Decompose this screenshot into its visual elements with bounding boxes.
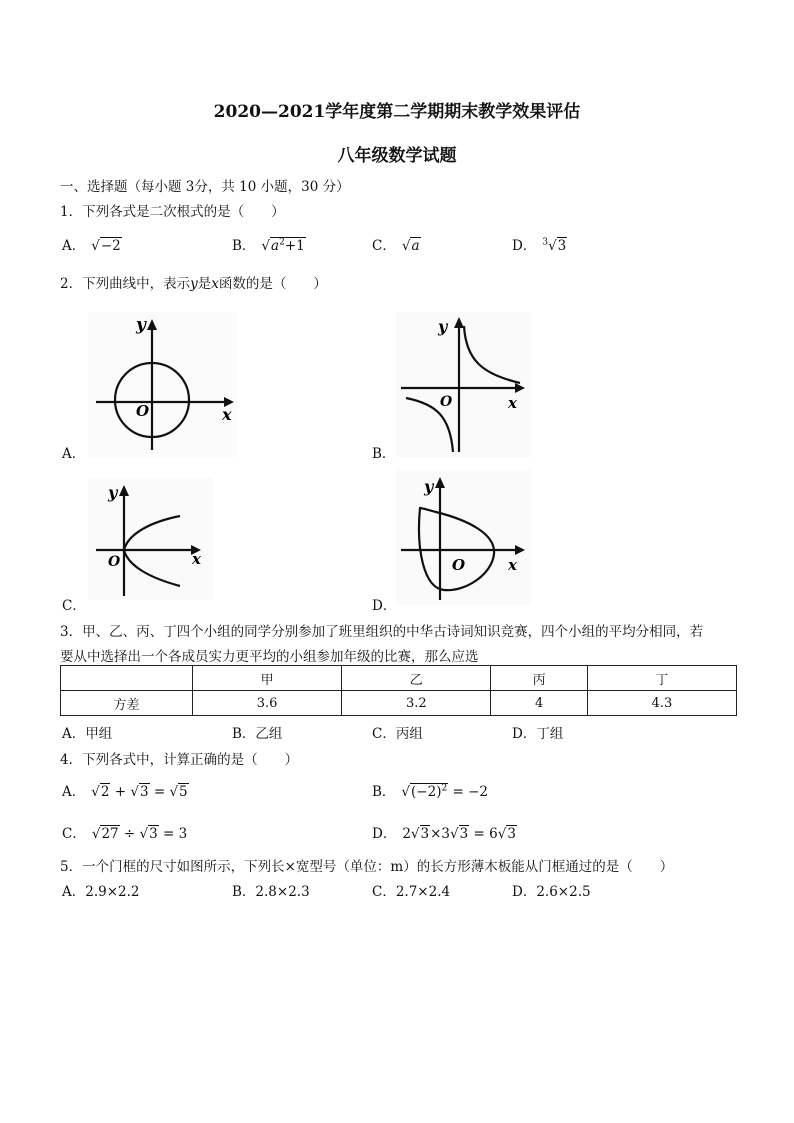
q1-option-c[interactable] — [372, 234, 421, 254]
table-cell: 4 — [491, 691, 587, 716]
q2-d-origin-label: O — [452, 556, 466, 574]
table-header-cell — [61, 666, 193, 691]
q2-graph-d — [396, 470, 531, 605]
q1-option-d-expr: $^3$√3 — [542, 237, 567, 254]
table-row-label: 方差 — [61, 691, 193, 716]
q4-option-a-label: A． — [62, 784, 86, 800]
q4-option-c-expr: √27 ÷ √3 = 3 — [91, 826, 188, 842]
q2-stem-pre: 2．下列曲线中，表示 — [60, 276, 191, 292]
q2-option-c[interactable]: C． — [62, 598, 86, 614]
table-cell: 3.2 — [342, 691, 491, 716]
q3-option-d[interactable]: D．丁组 — [512, 726, 564, 742]
q2-b-origin-label: O — [440, 394, 453, 410]
q1-option-a-expr: √−2 — [91, 238, 121, 254]
q2-c-y-label: y — [108, 483, 118, 502]
table-header-cell: 丙 — [491, 666, 587, 691]
q1-option-c-expr: √a — [401, 238, 420, 254]
table-cell: 3.6 — [193, 691, 342, 716]
q3-option-a[interactable]: A．甲组 — [62, 726, 113, 742]
section-heading: 一、选择题（每小题 3分，共 10 小题，30 分） — [60, 179, 350, 195]
q4-option-a-expr: √2 + √3 = √5 — [91, 784, 188, 800]
q5-option-a[interactable]: A．2.9×2.2 — [62, 884, 140, 900]
q3-stem-line2: 要从中选择出一个各成员实力更平均的小组参加年级的比赛，那么应选 — [60, 649, 479, 665]
q2-graph-c — [88, 478, 213, 600]
q1-option-d[interactable] — [512, 234, 567, 254]
q2-stem-post: 函数的是（ ） — [218, 276, 327, 292]
q2-d-y-label: y — [424, 477, 434, 496]
q2-stem-y: y — [190, 276, 198, 292]
q2-c-x-label: x — [192, 550, 201, 568]
q4-stem: 4．下列各式中，计算正确的是（ ） — [60, 752, 299, 768]
q1-stem: 1．下列各式是二次根式的是（ ） — [60, 204, 285, 220]
q5-option-c[interactable]: C．2.7×2.4 — [372, 884, 451, 900]
q2-option-d[interactable]: D． — [372, 598, 397, 614]
q4-option-d-expr: 2√3×3√3 = 6√3 — [402, 826, 516, 842]
q2-b-y-label: y — [438, 317, 448, 336]
q4-option-c[interactable] — [62, 822, 187, 842]
q4-option-b-label: B． — [372, 784, 396, 800]
q1-option-b-expr: $√a^2+1$ — [261, 237, 305, 254]
q2-option-b[interactable]: B． — [372, 446, 396, 462]
q3-option-c[interactable]: C．丙组 — [372, 726, 423, 742]
page-title: 2020—2021学年度第二学期期末教学效果评估 — [213, 102, 581, 122]
q3-stem-line1: 3．甲、乙、丙、丁四个小组的同学分别参加了班里组织的中华古诗词知识竞赛，四个小组的平均分相同，若 — [60, 624, 704, 640]
table-header-cell: 乙 — [342, 666, 491, 691]
q2-option-a[interactable]: A． — [62, 446, 86, 462]
q5-option-d[interactable]: D．2.6×2.5 — [512, 884, 591, 900]
table-cell: 4.3 — [587, 691, 736, 716]
q5-option-b[interactable]: B．2.8×2.3 — [232, 884, 310, 900]
q4-option-b-expr: $√(-2)^2 = -2$ — [401, 783, 488, 800]
q2-graph-b — [396, 312, 531, 457]
q2-stem-x: x — [211, 276, 219, 292]
q4-option-c-label: C． — [62, 826, 86, 842]
table-header-row — [61, 666, 737, 691]
q1-option-b[interactable] — [232, 234, 306, 254]
q3-option-b[interactable]: B．乙组 — [232, 726, 283, 742]
q1-option-d-label: D． — [512, 238, 537, 254]
q2-graph-a — [88, 312, 238, 457]
table-row — [61, 691, 737, 716]
q1-option-a-label: A． — [62, 238, 86, 254]
table-header-cell: 丁 — [587, 666, 736, 691]
q2-a-y-label: y — [136, 315, 146, 335]
q2-stem — [60, 272, 327, 292]
q1-option-b-label: B． — [232, 238, 256, 254]
variance-table — [60, 665, 737, 716]
q5-stem: 5．一个门框的尺寸如图所示，下列长×宽型号（单位：m）的长方形薄木板能从门框通过的是（ ） — [60, 859, 674, 875]
q4-option-d-label: D． — [372, 826, 397, 842]
table-header-cell: 甲 — [193, 666, 342, 691]
q1-option-c-label: C． — [372, 238, 396, 254]
q2-stem-mid: 是 — [197, 276, 212, 292]
q1-option-a[interactable] — [62, 234, 122, 254]
q2-a-origin-label: O — [136, 402, 150, 420]
q2-b-x-label: x — [508, 394, 517, 412]
q2-a-x-label: x — [222, 405, 232, 424]
q2-c-origin-label: O — [108, 554, 121, 570]
q4-option-d[interactable] — [372, 822, 517, 842]
q4-option-b[interactable] — [372, 780, 488, 800]
page-subtitle: 八年级数学试题 — [337, 146, 457, 166]
q2-d-x-label: x — [508, 556, 517, 574]
q4-option-a[interactable] — [62, 780, 189, 800]
